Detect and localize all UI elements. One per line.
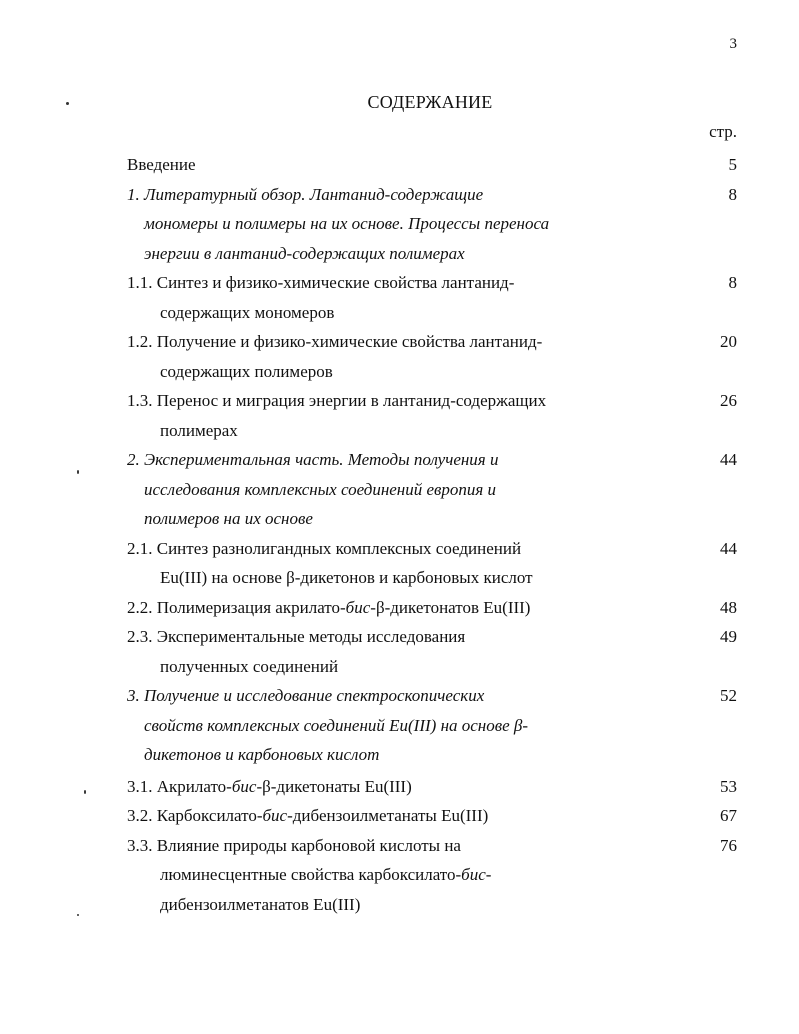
toc-entry-2-3 bbox=[127, 622, 737, 681]
toc-entry-title-cont: Eu(III) на основе β-дикетонов и карбоновых кислот bbox=[160, 568, 533, 587]
toc-entry-title: 1.2. Получение и физико-химические свойства лантанид- bbox=[127, 332, 543, 351]
toc-entry-title: 2.3. Экспериментальные методы исследования bbox=[127, 627, 466, 646]
toc-entry-page: 20 bbox=[720, 332, 737, 351]
toc-entry-1-1 bbox=[127, 268, 737, 327]
toc-entry-page: 8 bbox=[728, 184, 737, 204]
table-of-contents bbox=[127, 150, 737, 919]
page-column-header: стр. bbox=[709, 122, 737, 141]
toc-entry-title-cont: дикетонов и карбоновых кислот bbox=[144, 745, 380, 764]
toc-entry-page: 44 bbox=[720, 538, 737, 558]
toc-entry-1-3 bbox=[127, 386, 737, 445]
toc-entry-title-cont: исследования комплексных соединений европия и bbox=[144, 479, 497, 499]
toc-entry-title-cont: энергии в лантанид-содержащих полимерах bbox=[144, 243, 465, 263]
toc-entry-title: 3. Получение и исследование спектроскопических bbox=[127, 686, 485, 705]
scan-speck bbox=[77, 470, 79, 474]
toc-entry-chapter-2 bbox=[127, 445, 737, 534]
toc-entry-chapter-3 bbox=[127, 681, 737, 770]
toc-entry-title: 3.3. Влияние природы карбоновой кислоты на bbox=[127, 835, 461, 855]
toc-entry-title-cont: свойств комплексных соединений Eu(III) на основе β- bbox=[144, 715, 529, 735]
toc-entry-page: 53 bbox=[720, 776, 737, 796]
toc-entry-title: 1.3. Перенос и миграция энергии в лантанид-содержащих bbox=[127, 391, 547, 410]
toc-entry-title-cont: полимеров на их основе bbox=[144, 509, 313, 528]
toc-entry-title: 1. Литературный обзор. Лантанид-содержащие bbox=[127, 184, 484, 204]
toc-entry-title: Введение bbox=[127, 155, 196, 174]
scan-speck bbox=[77, 914, 79, 916]
toc-entry-title: 3.2. Карбоксилато-бис-дибензоилметанаты Eu(III) bbox=[127, 806, 489, 825]
toc-entry-page: 52 bbox=[720, 686, 737, 705]
toc-entry-title-cont: мономеры и полимеры на их основе. Процессы переноса bbox=[144, 214, 550, 233]
toc-entry-title-cont: люминесцентные свойства карбоксилато-бис- bbox=[160, 865, 492, 884]
toc-entry-page: 76 bbox=[720, 835, 737, 855]
toc-entry-3-3 bbox=[127, 831, 737, 920]
toc-entry-title-cont: дибензоилметанатов Eu(III) bbox=[160, 894, 361, 914]
toc-entry-page: 67 bbox=[720, 806, 737, 825]
toc-entry-title: 2.2. Полимеризация акрилато-бис-β-дикетонатов Eu(III) bbox=[127, 597, 531, 617]
toc-entry-title-cont: полимерах bbox=[160, 420, 238, 440]
toc-entry-title-cont: полученных соединений bbox=[160, 656, 339, 676]
toc-entry-2-1 bbox=[127, 534, 737, 593]
toc-entry-title-cont: содержащих полимеров bbox=[160, 361, 333, 381]
toc-entry-page: 8 bbox=[728, 273, 737, 292]
toc-entry-title-cont: содержащих мономеров bbox=[160, 302, 335, 322]
toc-entry-3-1 bbox=[127, 772, 737, 802]
toc-entry-title: 2.1. Синтез разнолигандных комплексных соединений bbox=[127, 538, 522, 558]
toc-entry-page: 49 bbox=[720, 627, 737, 646]
scan-speck bbox=[84, 790, 86, 794]
toc-entry-page: 26 bbox=[720, 391, 737, 410]
toc-entry-introduction bbox=[127, 150, 737, 180]
toc-entry-1-2 bbox=[127, 327, 737, 386]
scan-speck bbox=[66, 102, 69, 105]
toc-entry-page: 5 bbox=[728, 155, 737, 174]
toc-entry-chapter-1 bbox=[127, 180, 737, 269]
page-title: СОДЕРЖАНИЕ bbox=[367, 92, 493, 112]
toc-entry-3-2 bbox=[127, 801, 737, 831]
toc-entry-title: 2. Экспериментальная часть. Методы получения и bbox=[127, 450, 499, 469]
toc-entry-page: 44 bbox=[720, 450, 737, 469]
toc-entry-title: 1.1. Синтез и физико-химические свойства лантанид- bbox=[127, 273, 515, 292]
toc-entry-title: 3.1. Акрилато-бис-β-дикетонаты Eu(III) bbox=[127, 776, 412, 796]
page-number: 3 bbox=[729, 36, 737, 52]
toc-entry-page: 48 bbox=[720, 597, 737, 617]
toc-entry-2-2 bbox=[127, 593, 737, 623]
